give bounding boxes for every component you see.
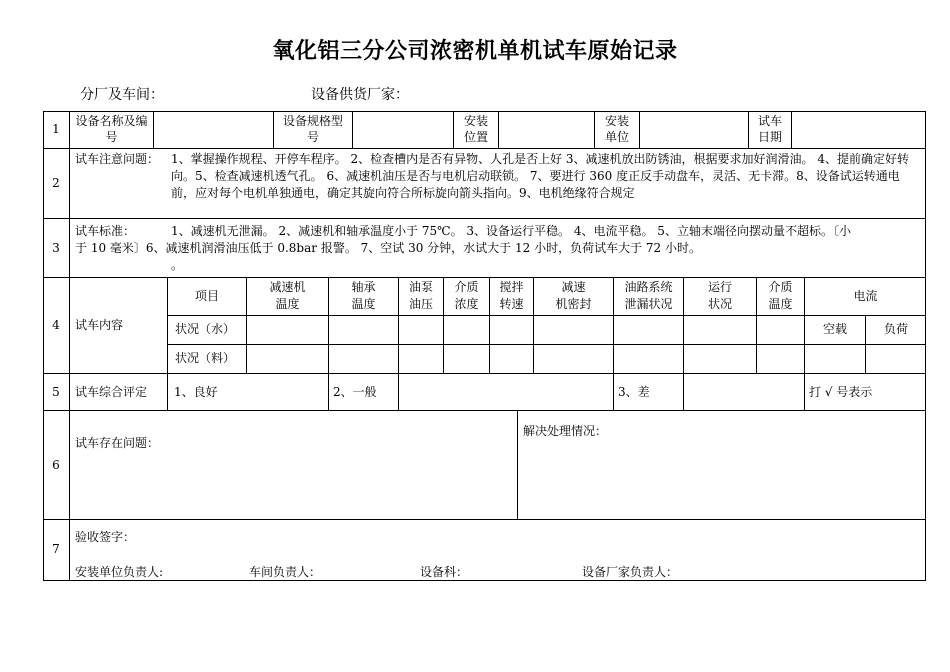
rating-good: 1、良好 [174, 385, 218, 399]
header-medium-temp-2: 温度 [768, 297, 793, 311]
header-reducer-seal-1: 减速 [561, 280, 586, 294]
header-reducer-temp-2: 温度 [275, 297, 300, 311]
row-number-2: 2 [52, 176, 60, 190]
header-medium-temp-1: 介质 [768, 280, 793, 294]
branch-workshop-label: 分厂及车间： [80, 87, 164, 103]
supplier-head-label: 设备厂家负责人： [582, 565, 679, 579]
test-precautions-label: 试车注意问题： [75, 152, 160, 166]
row-number-4: 4 [52, 318, 60, 332]
item-header: 项目 [194, 289, 219, 303]
test-precautions-text: 1、掌握操作规程、开停车程序。 2、检查槽内是否有异物、人孔是否上好 3、减速机放出防锈油，根据要求加好润滑油。 4、提前确定好转向。5、检查减速机透气孔。 6、减速机油压是否与电机启动联锁。 7、要进行 360 度正反手动盘车，灵活、无卡滞。8、设备试运转通电前，应对每个电机单独通电，确定其旋向符合所标旋向箭头指向。9、电机绝缘符合规定 [171, 152, 909, 200]
header-oil-pump-pressure-2: 油压 [408, 297, 433, 311]
test-standard-line-2: 于 10 毫米〕6、减速机润滑油压低于 0.8bar 报警。 7、空试 30 分钟，水试大于 12 小时，负荷试车大于 72 小时。 [75, 241, 701, 255]
header-oil-leak-2: 泄漏状况 [624, 297, 673, 311]
header-agitator-speed-1: 搅拌 [499, 280, 524, 294]
existing-problems-label: 试车存在问题： [75, 436, 160, 450]
header-run-status-2: 状况 [707, 297, 732, 311]
resolution-label: 解决处理情况： [523, 424, 608, 438]
header-agitator-speed-2: 转速 [499, 297, 524, 311]
test-record-table [43, 111, 926, 581]
no-load-label: 空载 [822, 322, 847, 336]
header-medium-density-1: 介质 [454, 280, 479, 294]
header-bearing-temp-2: 温度 [351, 297, 376, 311]
header-reducer-seal-2: 机密封 [555, 297, 592, 311]
status-water-label: 状况（水） [175, 322, 236, 336]
header-run-status-1: 运行 [707, 280, 732, 294]
row-number-3: 3 [52, 241, 60, 255]
checkmark-instruction: 打 √ 号表示 [809, 385, 873, 399]
equipment-name-label: 设备名称及编号 [75, 114, 148, 144]
status-material-label: 状况（料） [175, 351, 236, 365]
equipment-supplier-label: 设备供货厂家： [311, 87, 409, 103]
install-position-label: 安装位置 [463, 114, 488, 144]
row-number-5: 5 [52, 385, 60, 399]
row-number-1: 1 [52, 122, 60, 136]
equipment-dept-label: 设备科： [420, 565, 469, 579]
row-number-6: 6 [52, 458, 60, 472]
header-reducer-temp-1: 减速机 [269, 280, 306, 294]
acceptance-signature-label: 验收签字： [75, 530, 136, 544]
workshop-head-label: 车间负责人： [249, 565, 322, 579]
header-current: 电流 [853, 289, 878, 303]
document-title: 氧化铝三分公司浓密机单机试车原始记录 [272, 39, 678, 64]
test-standard-label: 试车标准： [75, 224, 136, 238]
overall-evaluation-label: 试车综合评定 [75, 385, 148, 399]
rating-average: 2、一般 [333, 385, 377, 399]
test-content-label: 试车内容 [75, 318, 124, 332]
test-standard-line-1: 1、减速机无泄漏。 2、减速机和轴承温度小于 75℃。 3、设备运行平稳。 4、电流平稳。 5、立轴末端径向摆动量不超标。〔小 [171, 224, 851, 238]
install-unit-head-label: 安装单位负责人: [75, 565, 164, 579]
install-unit-label: 安装单位 [604, 114, 629, 144]
header-oil-pump-pressure-1: 油泵 [408, 280, 433, 294]
header-bearing-temp-1: 轴承 [351, 280, 376, 294]
test-standard-line-3: 。 [171, 258, 184, 272]
rating-poor: 3、差 [618, 385, 650, 399]
header-medium-density-2: 浓度 [454, 297, 479, 311]
load-label: 负荷 [883, 322, 908, 336]
header-oil-leak-1: 油路系统 [624, 280, 673, 294]
equipment-spec-label: 设备规格型号 [283, 114, 344, 144]
test-date-label: 试车日期 [757, 114, 782, 144]
row-number-7: 7 [52, 542, 60, 556]
